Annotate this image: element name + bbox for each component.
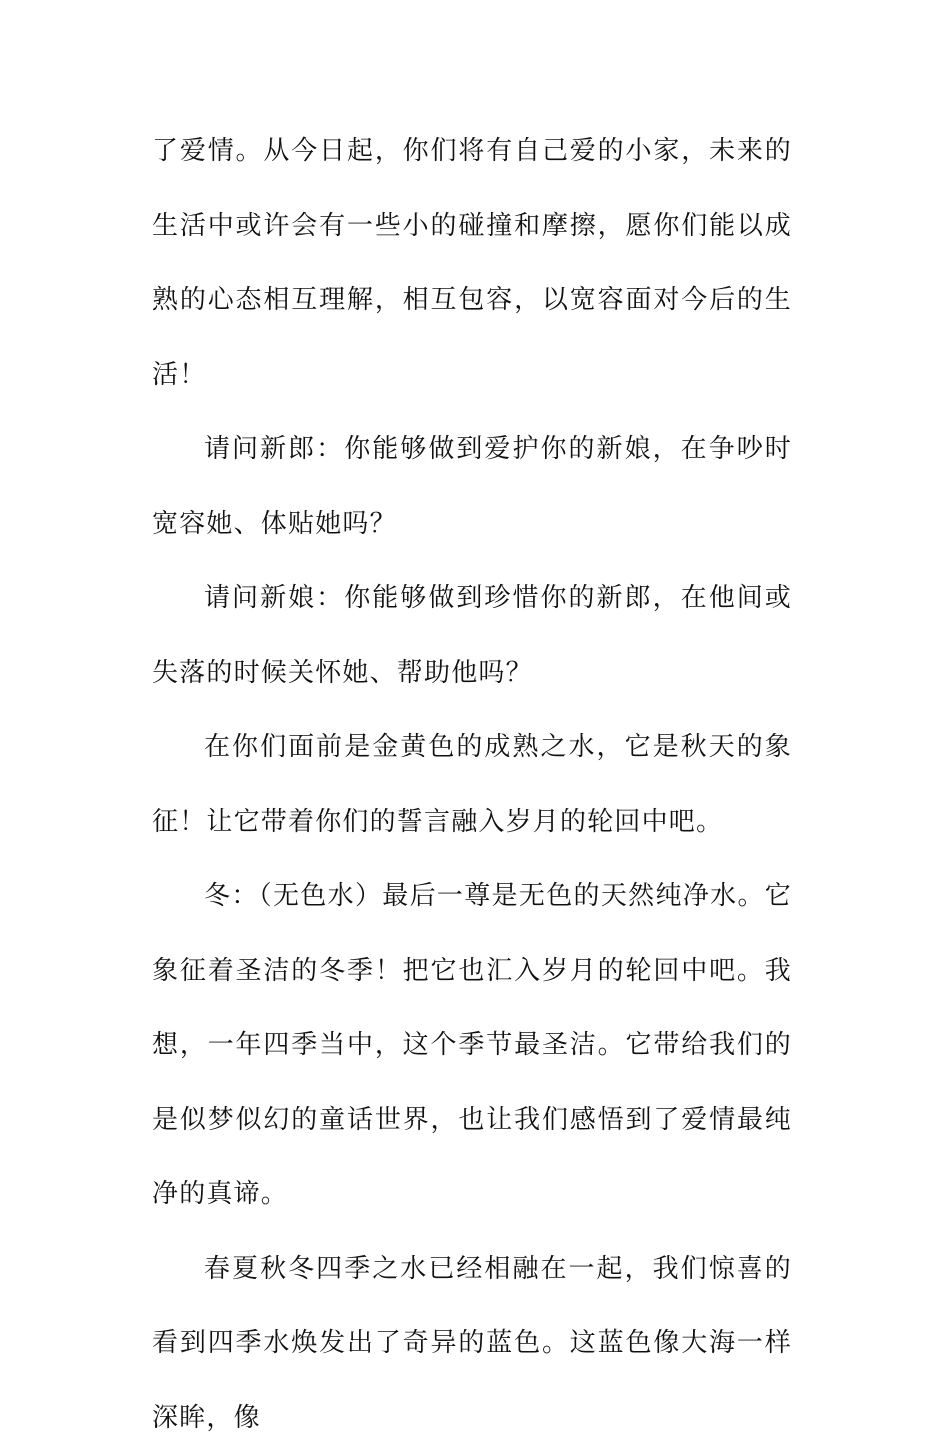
- paragraph-autumn-water: 在你们面前是金黄色的成熟之水，它是秋天的象征！让它带着你们的誓言融入岁月的轮回中吧。: [152, 710, 792, 859]
- paragraph-groom-question: 请问新郎：你能够做到爱护你的新娘，在争吵时宽容她、体贴她吗？: [152, 412, 792, 561]
- paragraph-bride-question: 请问新娘：你能够做到珍惜你的新郎，在他间或失落的时候关怀她、帮助他吗？: [152, 561, 792, 710]
- body-text: [152, 114, 792, 1455]
- paragraph-winter-water: 冬：（无色水）最后一尊是无色的天然纯净水。它象征着圣洁的冬季！把它也汇入岁月的轮回中吧。我想，一年四季当中，这个季节最圣洁。它带给我们的是似梦似幻的童话世界，也让我们感悟到了爱情最纯净的真谛。: [152, 859, 792, 1232]
- paragraph-four-seasons: 春夏秋冬四季之水已经相融在一起，我们惊喜的看到四季水焕发出了奇异的蓝色。这蓝色像大海一样深眸，像: [152, 1232, 792, 1455]
- paragraph-continuation: 了爱情。从今日起，你们将有自己爱的小家，未来的生活中或许会有一些小的碰撞和摩擦，愿你们能以成熟的心态相互理解，相互包容，以宽容面对今后的生活！: [152, 114, 792, 412]
